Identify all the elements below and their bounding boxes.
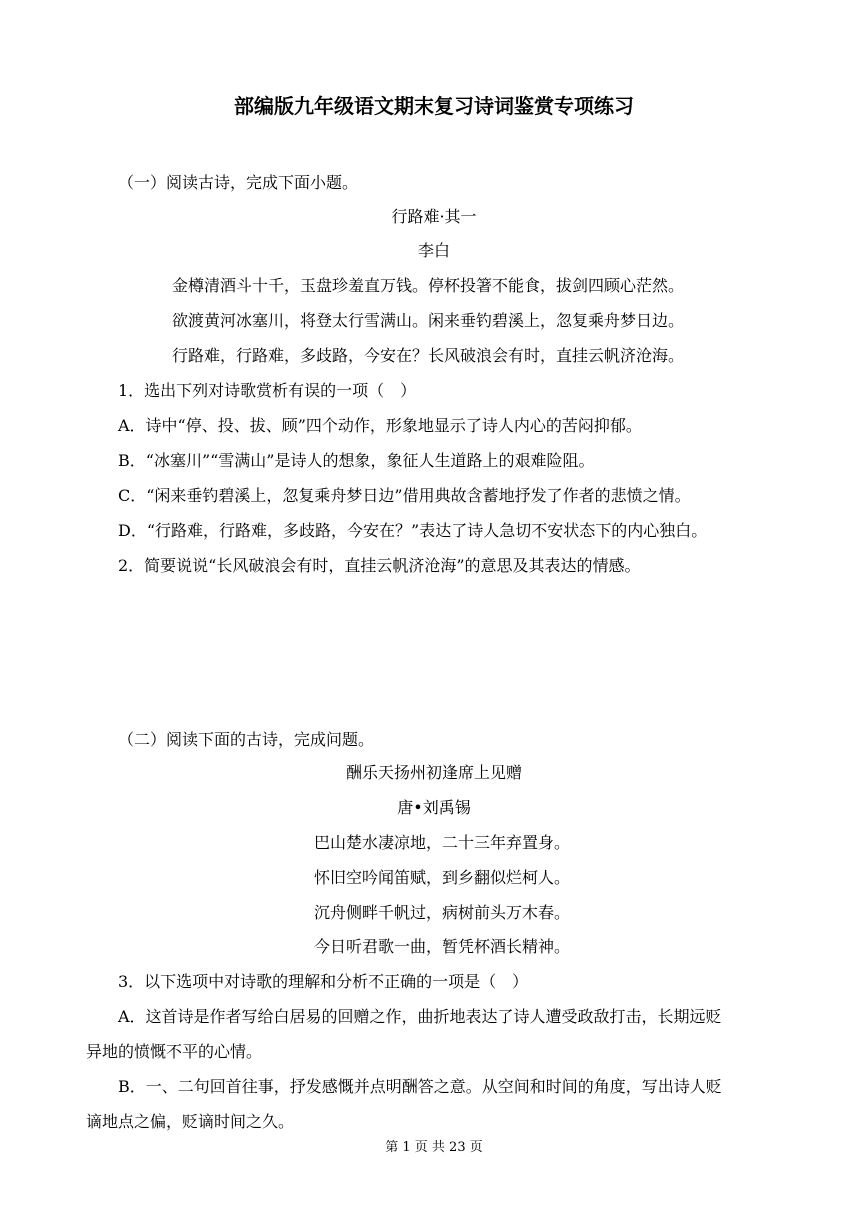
poem2-line: 沉舟侧畔千帆过，病树前头万木春。 — [314, 903, 571, 922]
question-2: 2．简要说说“长风破浪会有时，直挂云帆济沧海”的意思及其表达的情感。 — [118, 556, 641, 575]
poem1-line: 金樽清酒斗十千，玉盘珍羞直万钱。停杯投箸不能食，拔剑四顾心茫然。 — [172, 276, 685, 295]
q3-option-a-line1: A．这首诗是作者写给白居易的回赠之作，曲折地表达了诗人遭受政敌打击，长期远贬 — [118, 1007, 722, 1026]
q1-option-c: C．“闲来垂钓碧溪上，忽复乘舟梦日边”借用典故含蓄地抒发了作者的悲愤之情。 — [118, 486, 691, 505]
question-3: 3．以下选项中对诗歌的理解和分析不正确的一项是（ ） — [118, 972, 529, 991]
poem2-line: 巴山楚水凄凉地，二十三年弃置身。 — [314, 833, 571, 852]
page-footer: 第 1 页 共 23 页 — [385, 1140, 483, 1155]
poem2-line: 今日听君歌一曲，暂凭杯酒长精神。 — [314, 937, 571, 956]
q1-option-b: B．“冰塞川”“雪满山”是诗人的想象，象征人生道路上的艰难险阻。 — [118, 451, 595, 470]
poem1-line: 欲渡黄河冰塞川，将登太行雪满山。闲来垂钓碧溪上，忽复乘舟梦日边。 — [172, 311, 685, 330]
document-title: 部编版九年级语文期末复习诗词鉴赏专项练习 — [234, 94, 634, 118]
q3-option-b-line1: B．一、二句回首往事，抒发感慨并点明酬答之意。从空间和时间的角度，写出诗人贬 — [118, 1077, 722, 1096]
poem1-line: 行路难，行路难，多歧路，今安在？长风破浪会有时，直挂云帆济沧海。 — [172, 346, 685, 365]
poem1-title: 行路难·其一 — [391, 207, 477, 226]
q3-option-b-line2: 谪地点之偏，贬谪时间之久。 — [86, 1112, 295, 1131]
question-1: 1．选出下列对诗歌赏析有误的一项（ ） — [118, 381, 417, 400]
poem2-author: 唐•刘禹锡 — [397, 798, 471, 817]
q3-option-a-line2: 异地的愤慨不平的心情。 — [86, 1042, 263, 1061]
q1-option-a: A．诗中“停、投、拔、顾”四个动作，形象地显示了诗人内心的苦闷抑郁。 — [118, 416, 642, 435]
section2-heading: （二）阅读下面的古诗，完成问题。 — [118, 730, 375, 749]
poem1-author: 李白 — [417, 241, 450, 260]
poem2-line: 怀旧空吟闻笛赋，到乡翻似烂柯人。 — [314, 868, 571, 887]
poem2-title: 酬乐天扬州初逢席上见赠 — [345, 763, 522, 782]
q1-option-d: D．“行路难，行路难，多歧路，今安在？”表达了诗人急切不安状态下的内心独白。 — [118, 521, 708, 540]
section1-heading: （一）阅读古诗，完成下面小题。 — [118, 173, 359, 192]
